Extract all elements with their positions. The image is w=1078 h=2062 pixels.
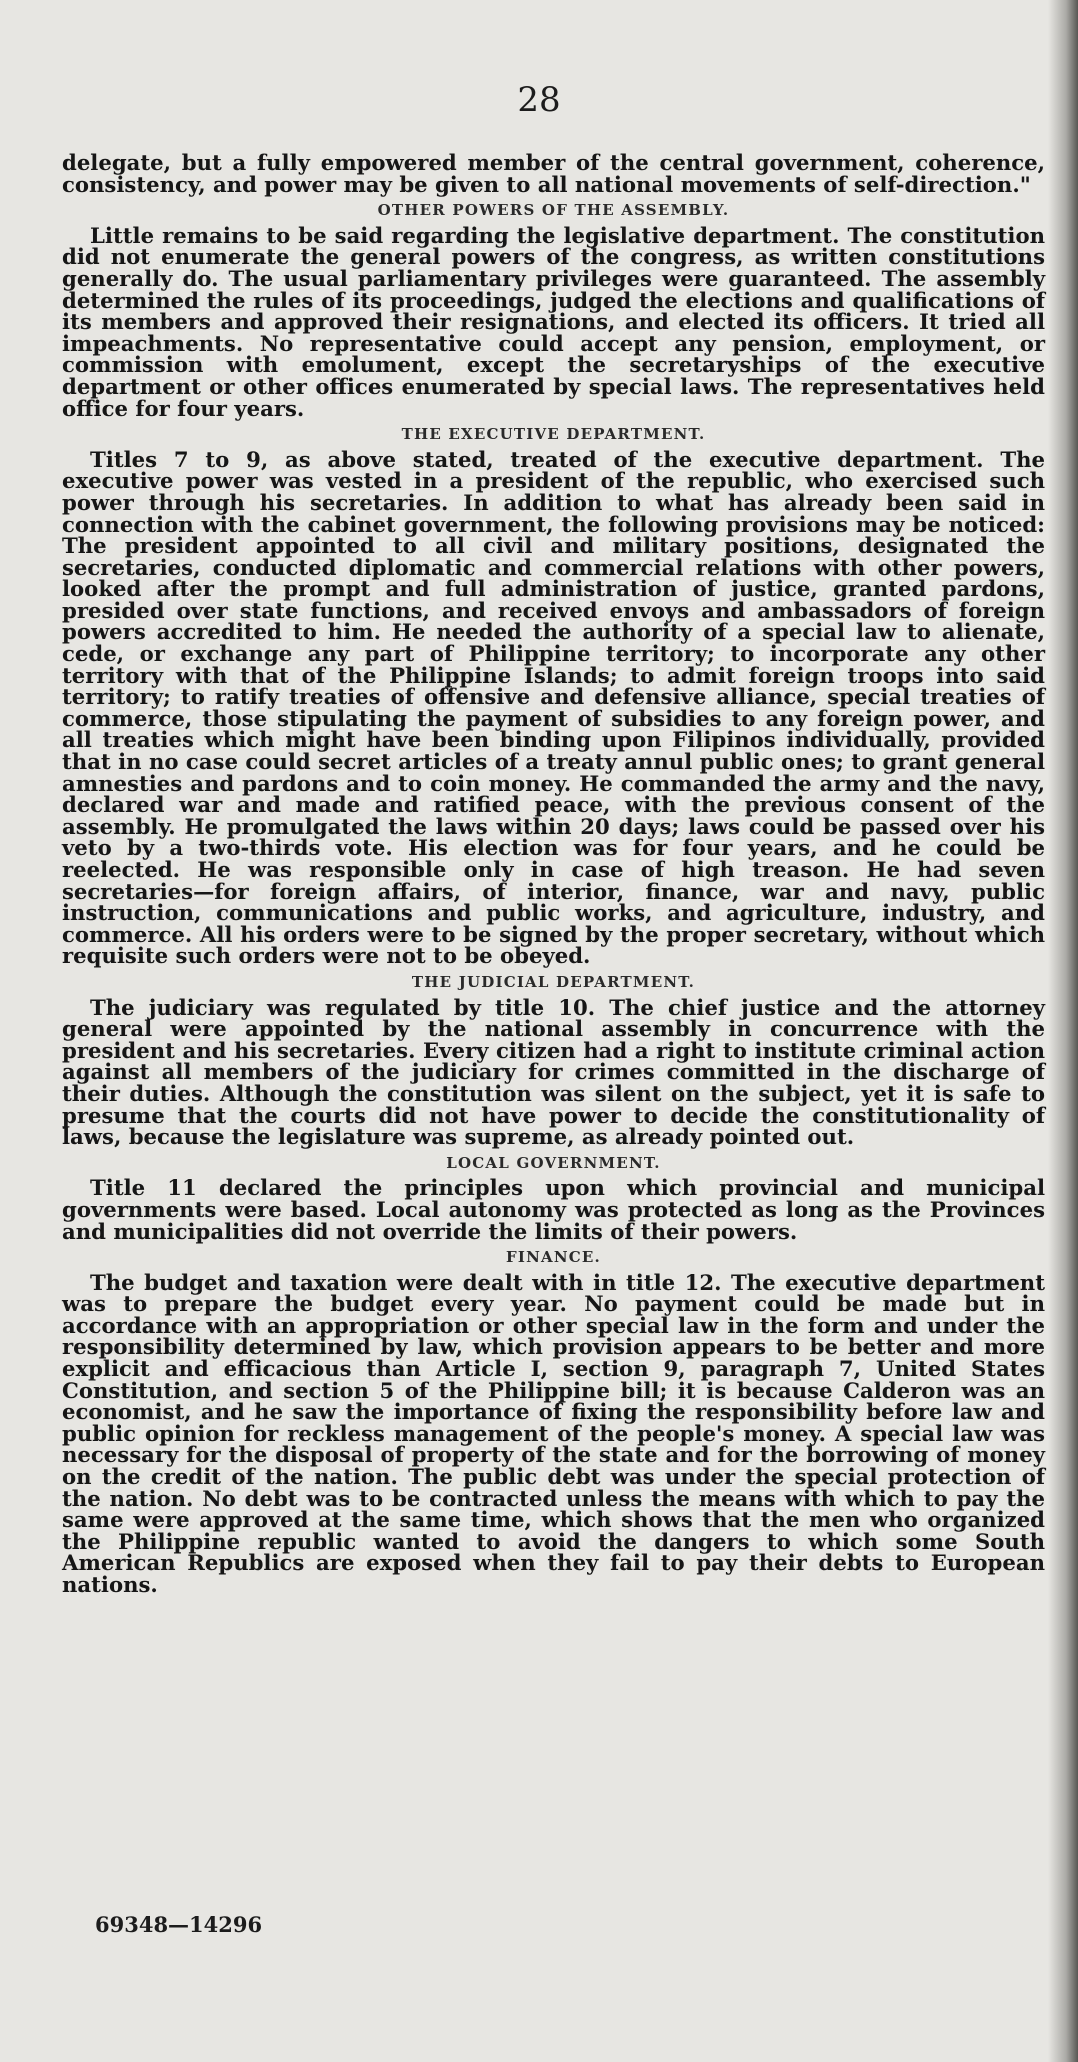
section-heading-other-powers: OTHER POWERS OF THE ASSEMBLY. — [377, 201, 730, 220]
paragraph-executive: Titles 7 to 9, as above stated, treated of the executive department. The executive power was vested in a president of the republic, who exercised such power through his secretaries. In addition to what has already been said in connection with the cabinet government, the following provisions may be noticed: The president appointed to all civil and military positions, designated the secretaries, conducted diplomatic and commercial relations with other powers, looked after the prompt and full administration of justice, granted pardons, presided over state functions, and received envoys and ambassadors of foreign powers accredited to him. He needed the authority of a special law to alienate, cede, or exchange any part of Philippine territory; to incorporate any other territory with that of the Philippine Islands; to admit foreign troops into said territory; to ratify treaties of offensive and defensive alliance, special treaties of commerce, those stipulating the payment of subsidies to any foreign power, and all treaties which might have been binding upon Filipinos individually, provided that in no case could secret articles of a treaty annul public ones; to grant general amnesties and pardons and to coin money. He commanded the army and the navy, declared war and made and ratified peace, with the previous consent of the assembly. He promulgated the laws within 20 days; laws could be passed over his veto by a two-thirds vote. His election was for four years, and he could be reelected. He was responsible only in case of high treason. He had seven secretaries—for foreign affairs, of interior, finance, war and navy, public instruction, communications and public works, and agriculture, industry, and commerce. All his orders were to be signed by the proper secretary, without which requisite such orders were not to be obeyed. — [62, 446, 1045, 969]
page-edge-shadow — [1048, 0, 1078, 2062]
paragraph-finance: The budget and taxation were dealt with in title 12. The executive department was to prepare the budget every year. No payment could be made but in accordance with an appropriation or other special law in the form and under the responsibility determined by law, which provision appears to be better and more explicit and efficacious than Article I, section 9, paragraph 7, United States Constitution, and section 5 of the Philippine bill; it is because Calderon was an economist, and he saw the importance of fixing the responsibility before law and public opinion for reckless management of the people's money. A special law was necessary for the disposal of property of the state and for the borrowing of money on the credit of the nation. The public debt was under the special protection of the nation. No debt was to be contracted unless the means with which to pay the same were approved at the same time, which shows that the men who organized the Philippine republic wanted to avoid the dangers to which some South American Republics are exposed when they fail to pay their debts to European nations. — [62, 1269, 1045, 1597]
paragraph-judicial: The judiciary was regulated by title 10. The chief justice and the attorney general were appointed by the national assembly in concurrence with the president and his secretaries. Every citizen had a right to institute criminal action against all members of the judiciary for crimes committed in the discharge of their duties. Although the constitution was silent on the subject, yet it is safe to presume that the courts did not have power to decide the constitutionality of laws, because the legislature was supreme, as already pointed out. — [62, 994, 1045, 1150]
paragraph-local-government: Title 11 declared the principles upon which provincial and municipal governments were based. Local autonomy was protected as long as the Provinces and municipalities did not override the limits of their powers. — [62, 1175, 1045, 1244]
section-heading-local-government: LOCAL GOVERNMENT. — [446, 1153, 661, 1172]
section-heading-executive: THE EXECUTIVE DEPARTMENT. — [401, 425, 706, 444]
section-heading-judicial: THE JUDICIAL DEPARTMENT. — [411, 972, 696, 991]
paragraph-continuation: delegate, but a fully empowered member of the central government, coherence, consistency, and power may be given to all national movements of self-direction." — [62, 150, 1045, 197]
paragraph-other-powers: Little remains to be said regarding the legislative department. The constitution did not enumerate the general powers of the congress, as written constitutions generally do. The usual parliamentary privileges were guaranteed. The assembly determined the rules of its proceedings, judged the elections and qualifications of its members and approved their resignations, and elected its officers. It tried all impeachments. No representative could accept any pension, employment, or commission with emolument, except the secretaryships of the executive department or other offices enumerated by special laws. The representatives held office for four years. — [62, 222, 1045, 421]
printer-signature: 69348—14296 — [95, 1912, 263, 1937]
page-number: 28 — [517, 80, 561, 120]
document-body — [62, 152, 1045, 1596]
section-heading-finance: FINANCE. — [506, 1248, 601, 1267]
